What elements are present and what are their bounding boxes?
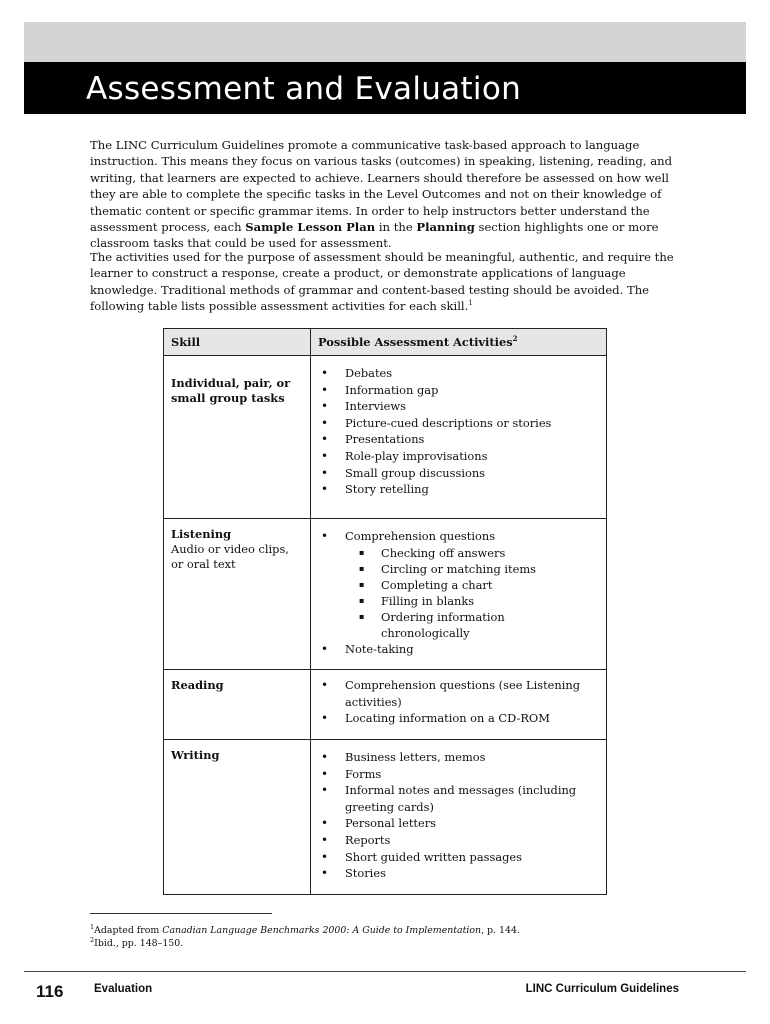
list-item: • Forms <box>311 766 598 783</box>
list-item: • Debates <box>311 365 598 382</box>
list-item: • Picture-cued descriptions or stories <box>311 415 598 432</box>
footer-publication-title: LINC Curriculum Guidelines <box>525 983 679 995</box>
footer-divider <box>24 971 746 972</box>
activity-list <box>311 528 598 657</box>
list-item: • Interviews <box>311 398 598 415</box>
footnote-divider <box>90 913 272 914</box>
activity-list <box>311 749 598 882</box>
planning-term: Planning <box>416 220 475 235</box>
column-header-skill: Skill <box>164 329 311 356</box>
list-item: • Small group discussions <box>311 465 598 482</box>
skill-cell: Individual, pair, or small group tasks <box>164 356 311 519</box>
table-header-row <box>164 329 607 356</box>
title-bar <box>24 62 746 114</box>
sub-list-item: ▪ Checking off answers <box>345 545 598 561</box>
intro-paragraph-1: The LINC Curriculum Guidelines promote a communicative task-based approach to language instruction. This means they focus on various tasks (outcomes) in speaking, listening, reading, and writing, that learners are expected to achieve. Learners should therefore be assessed on how well they are able to complete the specific tasks in the Level Outcomes and not on their knowledge of thematic content or specific grammar items. In order to help instructors better understand the assessment process, each Sample Lesson Plan in the Planning section highlights one or more classroom tasks that could be used for assessment. <box>90 138 673 251</box>
sub-list-item: ▪ Completing a chart <box>345 577 598 593</box>
list-item: • Informal notes and messages (including greeting cards) <box>311 782 598 815</box>
activity-list <box>311 677 598 727</box>
list-item: • Note-taking <box>311 641 598 658</box>
page-title: Assessment and Evaluation <box>86 71 522 107</box>
list-item: • Comprehension questions (see Listening activities) <box>311 677 598 710</box>
list-item: • Comprehension questions ▪ Checking off answers ▪ Circling or matching items ▪ Completing a chart ▪ Filling in blanks ▪ Ordering information chronologically <box>311 528 598 641</box>
column-header-activities: Possible Assessment Activities$^2$ <box>311 329 607 356</box>
list-item: • Reports <box>311 832 598 849</box>
page-number: 116 <box>36 982 64 1001</box>
list-item: • Business letters, memos <box>311 749 598 766</box>
sub-list-item: ▪ Ordering information chronologically <box>345 609 598 641</box>
table-row <box>164 670 607 740</box>
activities-cell <box>311 519 607 670</box>
list-item: • Information gap <box>311 382 598 399</box>
sub-list-item: ▪ Circling or matching items <box>345 561 598 577</box>
assessment-table <box>163 328 607 895</box>
table-row <box>164 356 607 519</box>
activities-cell <box>311 670 607 740</box>
footnote-1: $^1$Adapted from Canadian Language Benchmarks 2000: A Guide to Implementation, p. 144. <box>90 922 520 936</box>
table-row <box>164 739 607 894</box>
skill-cell: Writing <box>164 739 311 894</box>
activities-cell <box>311 356 607 519</box>
activities-cell <box>311 739 607 894</box>
activity-list <box>311 365 598 498</box>
list-item: • Locating information on a CD-ROM <box>311 710 598 727</box>
skill-cell: Reading <box>164 670 311 740</box>
skill-cell: Listening Audio or video clips, or oral text <box>164 519 311 670</box>
list-item: • Story retelling <box>311 481 598 498</box>
list-item: • Short guided written passages <box>311 849 598 866</box>
sample-lesson-plan-term: Sample Lesson Plan <box>245 220 376 235</box>
list-item: • Personal letters <box>311 815 598 832</box>
list-item: • Presentations <box>311 431 598 448</box>
footnote-ref-1: 1 <box>468 299 473 308</box>
skill-description: Audio or video clips, or oral text <box>171 542 289 571</box>
sub-activity-list <box>345 545 598 641</box>
header-gray-band <box>24 22 746 62</box>
list-item: • Role-play improvisations <box>311 448 598 465</box>
footer-section-label: Evaluation <box>94 983 153 995</box>
list-item: • Stories <box>311 865 598 882</box>
table-row <box>164 519 607 670</box>
sub-list-item: ▪ Filling in blanks <box>345 593 598 609</box>
footnote-ref-2: 2 <box>512 334 518 344</box>
footnote-2: $^2$Ibid., pp. 148–150. <box>90 935 184 949</box>
intro-paragraph-2: The activities used for the purpose of assessment should be meaningful, authentic, and require the learner to construct a response, create a product, or demonstrate applications of language knowledge. Traditional methods of grammar and content-based testing should be avoided. The following table lists possible assessment activities for each skill.$^1$ <box>90 250 674 314</box>
